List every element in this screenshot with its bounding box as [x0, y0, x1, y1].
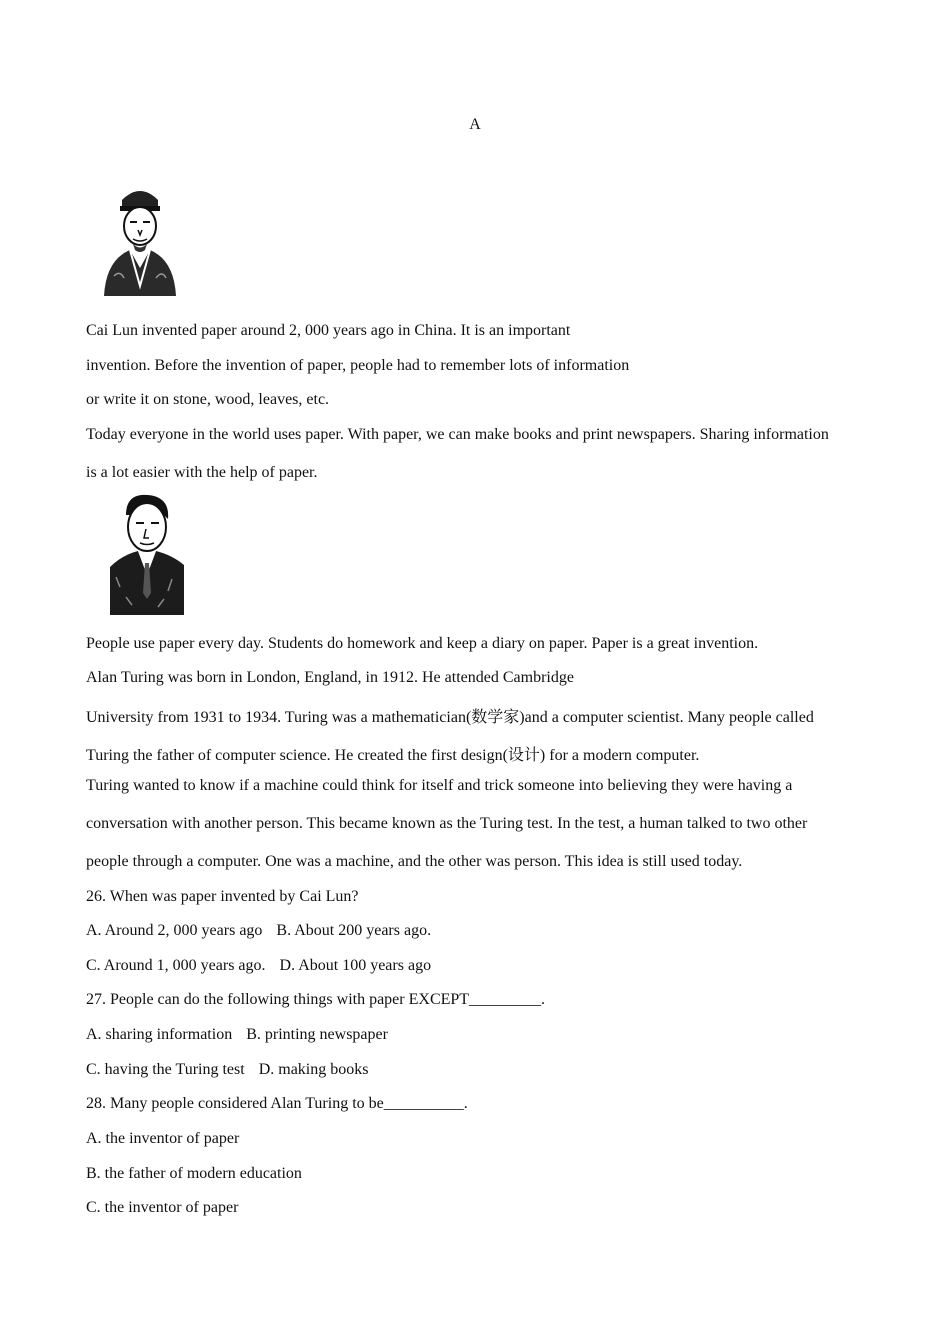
question-28-option-c[interactable]: C. the inventor of paper	[86, 1199, 239, 1216]
passage-2-line: people through a computer. One was a machine, and the other was person. This idea is still used today.	[86, 853, 743, 870]
passage-2-line: Turing the father of computer science. He created the first design(设计) for a modern computer.	[86, 747, 700, 764]
passage-1-line: invention. Before the invention of paper, people had to remember lots of information	[86, 357, 630, 374]
question-27-option-a[interactable]: A. sharing information	[86, 1026, 233, 1043]
question-28-stem: 28. Many people considered Alan Turing to be__________.	[86, 1095, 468, 1112]
passage-1-line: Cai Lun invented paper around 2, 000 years ago in China. It is an important	[86, 322, 571, 339]
question-26-stem: 26. When was paper invented by Cai Lun?	[86, 888, 359, 905]
passage-1-line: Today everyone in the world uses paper. With paper, we can make books and print newspapers. Sharing information	[86, 426, 829, 443]
question-26-option-b[interactable]: B. About 200 years ago.	[276, 922, 432, 939]
question-26-option-a[interactable]: A. Around 2, 000 years ago	[86, 922, 263, 939]
question-26-options-row	[86, 957, 431, 975]
alan-turing-portrait	[106, 493, 186, 617]
passage-2-line: conversation with another person. This became known as the Turing test. In the test, a human talked to two other	[86, 815, 808, 832]
question-27-stem: 27. People can do the following things with paper EXCEPT_________.	[86, 991, 546, 1008]
question-28-option-b[interactable]: B. the father of modern education	[86, 1165, 302, 1182]
question-27-option-c[interactable]: C. having the Turing test	[86, 1061, 245, 1078]
question-27-option-b[interactable]: B. printing newspaper	[246, 1026, 388, 1043]
passage-2-line: People use paper every day. Students do homework and keep a diary on paper. Paper is a great invention.	[86, 635, 759, 652]
question-27-options-row	[86, 1061, 368, 1079]
question-26-option-c[interactable]: C. Around 1, 000 years ago.	[86, 957, 266, 974]
passage-1-line: or write it on stone, wood, leaves, etc.	[86, 391, 330, 408]
question-26-options-row	[86, 922, 431, 940]
question-26-option-d[interactable]: D. About 100 years ago	[279, 957, 432, 974]
section-title: A	[469, 116, 481, 133]
passage-2-line: Alan Turing was born in London, England, in 1912. He attended Cambridge	[86, 669, 574, 686]
question-27-option-d[interactable]: D. making books	[258, 1061, 369, 1078]
question-28-option-a[interactable]: A. the inventor of paper	[86, 1130, 240, 1147]
passage-1-line: is a lot easier with the help of paper.	[86, 464, 318, 481]
passage-2-line: University from 1931 to 1934. Turing was a mathematician(数学家)and a computer scientist. Many people called	[86, 709, 814, 726]
cai-lun-portrait	[100, 186, 180, 298]
question-27-options-row	[86, 1026, 388, 1044]
passage-2-line: Turing wanted to know if a machine could think for itself and trick someone into believing they were having a	[86, 777, 793, 794]
